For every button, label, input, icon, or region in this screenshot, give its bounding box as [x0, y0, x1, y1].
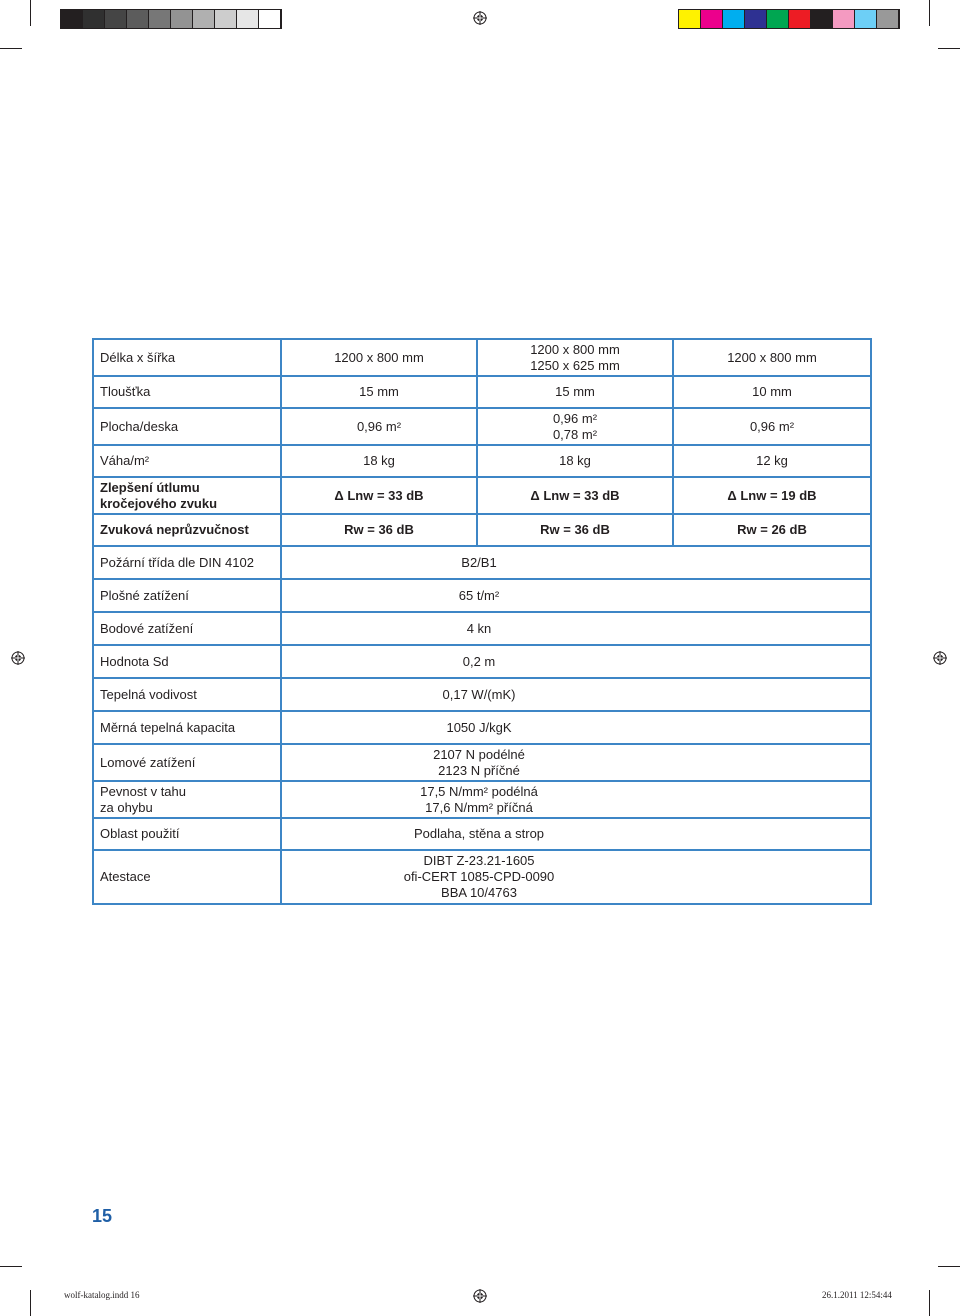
color-swatch	[855, 10, 877, 28]
cell-value: 4 kn	[281, 612, 871, 645]
color-swatch	[877, 10, 899, 28]
cell-value: 65 t/m²	[281, 579, 871, 612]
color-swatch	[833, 10, 855, 28]
cell-value: Δ Lnw = 33 dB	[477, 477, 673, 514]
row-label: Délka x šířka	[93, 339, 281, 376]
row-label: Plocha/deska	[93, 408, 281, 445]
cell-value: 15 mm	[281, 376, 477, 408]
crop-mark	[0, 1266, 22, 1267]
table-row	[93, 339, 871, 376]
cell-value: 15 mm	[477, 376, 673, 408]
gray-swatch	[193, 10, 215, 28]
cell-value: Rw = 36 dB	[477, 514, 673, 546]
cell-value: Rw = 26 dB	[673, 514, 871, 546]
cell-value: 0,96 m²	[281, 408, 477, 445]
cell-value: 1200 x 800 mm 1250 x 625 mm	[477, 339, 673, 376]
row-label: Tepelná vodivost	[93, 678, 281, 711]
row-label: Tloušťka	[93, 376, 281, 408]
page-number: 15	[92, 1206, 113, 1226]
cell-value: 12 kg	[673, 445, 871, 477]
crop-mark	[0, 48, 22, 49]
row-label: Měrná tepelná kapacita	[93, 711, 281, 744]
registration-mark-icon	[933, 651, 947, 665]
color-swatch	[811, 10, 833, 28]
footer-timestamp: 26.1.2011 12:54:44	[822, 1290, 892, 1300]
cell-value: Δ Lnw = 19 dB	[673, 477, 871, 514]
gray-swatch	[259, 10, 281, 28]
gray-swatch	[83, 10, 105, 28]
table-row	[93, 579, 871, 612]
gray-swatch	[61, 10, 83, 28]
crop-mark	[929, 1290, 930, 1316]
cell-value: 18 kg	[281, 445, 477, 477]
spec-table	[92, 338, 872, 905]
cell-value: 17,5 N/mm² podélná 17,6 N/mm² příčná	[281, 781, 871, 818]
table-row	[93, 514, 871, 546]
table-row	[93, 546, 871, 579]
color-calibration-bar	[678, 9, 900, 29]
table-row	[93, 711, 871, 744]
crop-mark	[938, 48, 960, 49]
table-row	[93, 445, 871, 477]
row-label: Váha/m²	[93, 445, 281, 477]
color-swatch	[767, 10, 789, 28]
color-swatch	[679, 10, 701, 28]
registration-mark-icon	[473, 11, 487, 25]
table-row	[93, 645, 871, 678]
cell-value: Podlaha, stěna a strop	[281, 818, 871, 850]
cell-value: Rw = 36 dB	[281, 514, 477, 546]
cell-value: 18 kg	[477, 445, 673, 477]
cell-value: DIBT Z-23.21-1605 ofi-CERT 1085-CPD-0090 BBA 10/4763	[281, 850, 871, 904]
table-row	[93, 818, 871, 850]
cell-value: 2107 N podélné 2123 N příčné	[281, 744, 871, 781]
registration-mark-icon	[11, 651, 25, 665]
row-label: Zlepšení útlumu kročejového zvuku	[93, 477, 281, 514]
cell-value: 10 mm	[673, 376, 871, 408]
table-row	[93, 408, 871, 445]
table-row	[93, 781, 871, 818]
cell-value: 1200 x 800 mm	[281, 339, 477, 376]
gray-swatch	[127, 10, 149, 28]
color-swatch	[789, 10, 811, 28]
crop-mark	[30, 1290, 31, 1316]
crop-mark	[938, 1266, 960, 1267]
row-label: Zvuková neprůzvučnost	[93, 514, 281, 546]
table-row	[93, 376, 871, 408]
footer-filename: wolf-katalog.indd 16	[64, 1290, 140, 1300]
table-row	[93, 744, 871, 781]
cell-value: 0,96 m² 0,78 m²	[477, 408, 673, 445]
row-label: Lomové zatížení	[93, 744, 281, 781]
cell-value: B2/B1	[281, 546, 871, 579]
cell-value: 0,2 m	[281, 645, 871, 678]
row-label: Hodnota Sd	[93, 645, 281, 678]
row-label: Požární třída dle DIN 4102	[93, 546, 281, 579]
row-label: Oblast použití	[93, 818, 281, 850]
gray-swatch	[105, 10, 127, 28]
gray-swatch	[215, 10, 237, 28]
row-label: Plošné zatížení	[93, 579, 281, 612]
gray-swatch	[149, 10, 171, 28]
crop-mark	[30, 0, 31, 26]
gray-swatch	[171, 10, 193, 28]
color-swatch	[723, 10, 745, 28]
color-swatch	[745, 10, 767, 28]
cell-value: 1050 J/kgK	[281, 711, 871, 744]
color-swatch	[701, 10, 723, 28]
cell-value: Δ Lnw = 33 dB	[281, 477, 477, 514]
row-label: Bodové zatížení	[93, 612, 281, 645]
table-row	[93, 477, 871, 514]
row-label: Pevnost v tahu za ohybu	[93, 781, 281, 818]
table-row	[93, 850, 871, 904]
crop-mark	[929, 0, 930, 26]
cell-value: 1200 x 800 mm	[673, 339, 871, 376]
row-label: Atestace	[93, 850, 281, 904]
cell-value: 0,17 W/(mK)	[281, 678, 871, 711]
table-row	[93, 678, 871, 711]
registration-mark-icon	[473, 1289, 487, 1303]
grayscale-calibration-bar	[60, 9, 282, 29]
cell-value: 0,96 m²	[673, 408, 871, 445]
gray-swatch	[237, 10, 259, 28]
table-row	[93, 612, 871, 645]
